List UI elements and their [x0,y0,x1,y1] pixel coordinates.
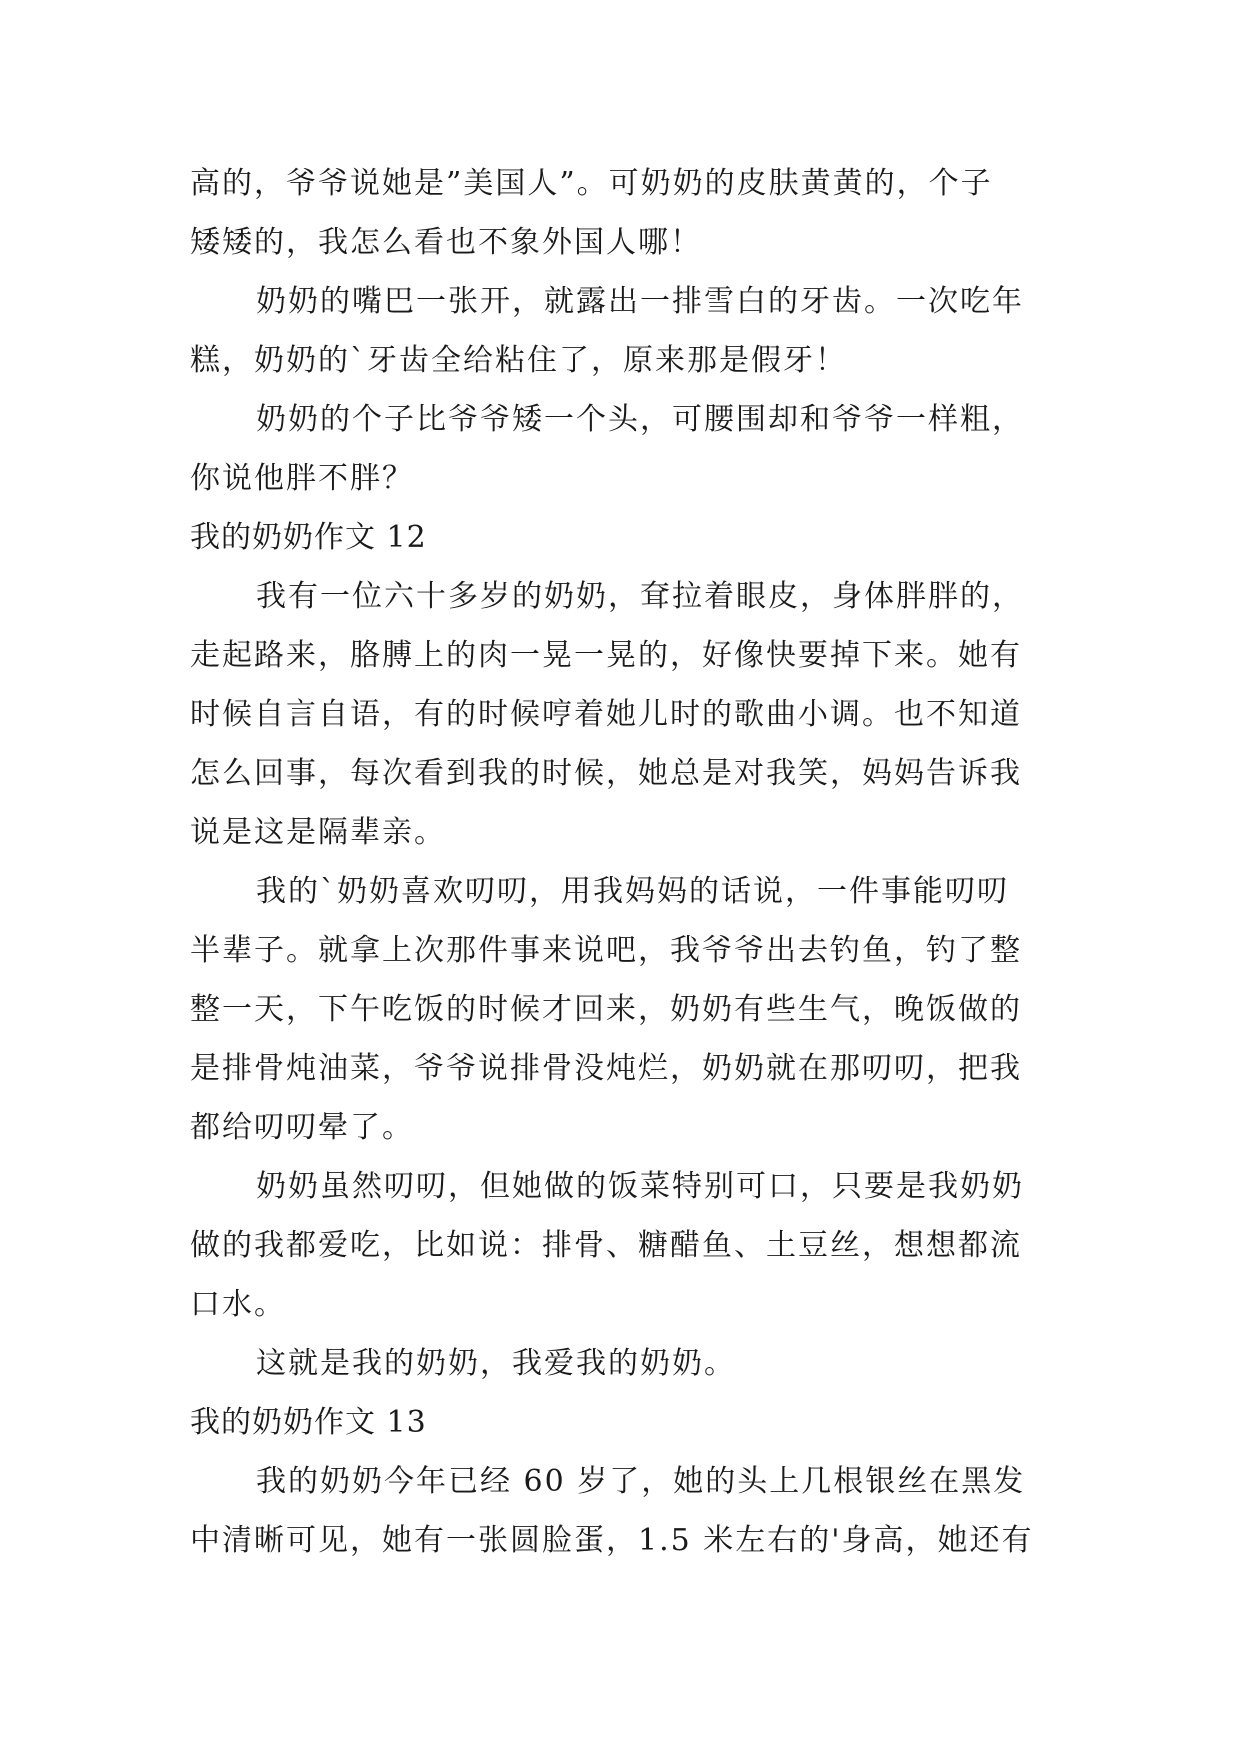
text-line: 说是这是隔辈亲。 [190,815,446,850]
text-line: 这就是我的奶奶，我爱我的奶奶。 [256,1346,736,1381]
text-line: 做的我都爱吃，比如说：排骨、糖醋鱼、土豆丝，想想都流 [190,1228,1022,1263]
text-line: 走起路来，胳膊上的肉一晃一晃的，好像快要掉下来。她有 [190,638,1022,673]
text-line: 我有一位六十多岁的奶奶，耷拉着眼皮，身体胖胖的， [256,579,1024,614]
text-line: 都给叨叨晕了。 [190,1110,414,1145]
document-page [190,154,1070,1570]
text-line: 中清晰可见，她有一张圆脸蛋，1.5 米左右的'身高，她还有 [190,1523,1034,1558]
section-heading: 我的奶奶作文 12 [190,520,427,555]
text-line: 奶奶虽然叨叨，但她做的饭菜特别可口，只要是我奶奶 [256,1169,1024,1204]
text-line: 高的，爷爷说她是”美国人”。可奶奶的皮肤黄黄的，个子 [190,166,993,201]
text-line: 奶奶的个子比爷爷矮一个头，可腰围却和爷爷一样粗， [256,402,1024,437]
text-line: 奶奶的嘴巴一张开，就露出一排雪白的牙齿。一次吃年 [256,284,1024,319]
text-line: 整一天，下午吃饭的时候才回来，奶奶有些生气，晚饭做的 [190,992,1022,1027]
section-heading: 我的奶奶作文 13 [190,1405,427,1440]
text-line: 矮矮的，我怎么看也不象外国人哪！ [190,225,702,260]
text-line: 口水。 [190,1287,286,1322]
text-line: 时候自言自语，有的时候哼着她儿时的歌曲小调。也不知道 [190,697,1022,732]
text-line: 你说他胖不胖？ [190,461,414,496]
text-line: 怎么回事，每次看到我的时候，她总是对我笑，妈妈告诉我 [190,756,1022,791]
text-line: 是排骨炖油菜，爷爷说排骨没炖烂，奶奶就在那叨叨，把我 [190,1051,1022,1086]
text-line: 半辈子。就拿上次那件事来说吧，我爷爷出去钓鱼，钓了整 [190,933,1022,968]
text-line: 我的奶奶今年已经 60 岁了，她的头上几根银丝在黑发 [256,1464,1026,1499]
text-line: 糕，奶奶的`牙齿全给粘住了，原来那是假牙！ [190,343,847,378]
text-line: 我的`奶奶喜欢叨叨，用我妈妈的话说，一件事能叨叨 [256,874,1009,909]
